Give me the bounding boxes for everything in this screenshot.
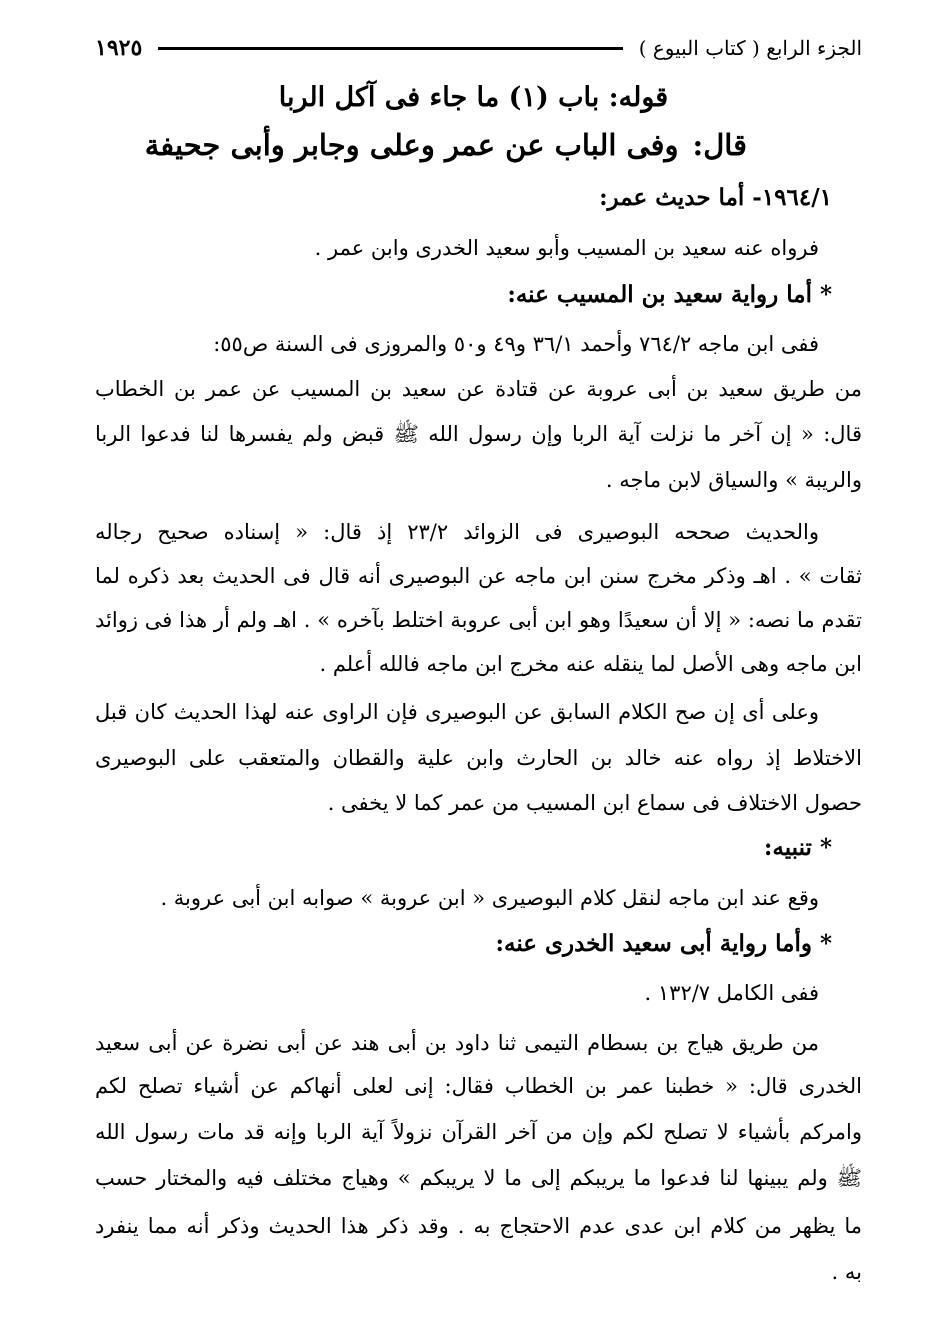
text-line: ﷺ ولم يبينها لنا فدعوا ما يريبكم إلى ما لا يريبكم » وهياج مختلف فيه والمختار حسب xyxy=(95,1166,862,1190)
text-line: به . xyxy=(831,1260,862,1284)
text-line: ابن ماجه وهى الأصل لما ينقله عنه مخرج ابن ماجه فالله أعلم . xyxy=(319,652,862,676)
text-line: ثقات » . اهـ وذكر مخرج سنن ابن ماجه عن البوصيرى أنه قال فى الحديث بعد ذكره لما xyxy=(95,564,862,588)
subtitle-text: وفى الباب عن عمر وعلى وجابر وأبى جحيفة xyxy=(144,128,679,162)
page-header xyxy=(95,30,862,66)
text-line: ففى الكامل ١٣٢/٧ . xyxy=(644,981,819,1005)
page-number: ١٩٢٥ xyxy=(95,35,143,61)
text-line: ففى ابن ماجه ٧٦٤/٢ وأحمد ٣٦/١ و٤٩ و٥٠ والمروزى فى السنة ص٥٥: xyxy=(213,332,819,356)
chapter-subtitle xyxy=(145,128,747,162)
text-line: الاختلاط إذ رواه عنه خالد بن الحارث وابن علية والقطان والمتعقب على البوصيرى xyxy=(95,746,862,770)
text-line: والحديث صححه البوصيرى فى الزوائد ٢٣/٢ إذ قال: « إسناده صحيح رجاله xyxy=(95,520,819,544)
subtitle-lead: قال: xyxy=(692,128,747,162)
text-line: والريبة » والسياق لابن ماجه . xyxy=(605,468,862,492)
text-line: وعلى أى إن صح الكلام السابق عن البوصيرى فإن الراوى عنه لهذا الحديث كان قبل xyxy=(95,700,819,724)
text-line: فرواه عنه سعيد بن المسيب وأبو سعيد الخدرى وابن عمر . xyxy=(314,236,819,260)
chapter-title: قوله: باب (١) ما جاء فى آكل الربا xyxy=(278,82,669,113)
text-line: الخدرى قال: « خطبنا عمر بن الخطاب فقال: إنى لعلى أنهاكم عن أشياء تصلح لكم xyxy=(95,1074,862,1098)
note-heading: * تنبيه: xyxy=(763,834,832,861)
header-rule xyxy=(158,47,622,50)
text-line: وقع عند ابن ماجه لنقل كلام البوصيرى « ابن عروبة » صوابه ابن أبى عروبة . xyxy=(160,886,819,910)
running-title: الجزء الرابع ( كتاب البيوع ) xyxy=(638,36,862,60)
section-heading: * وأما رواية أبى سعيد الخدرى عنه: xyxy=(495,930,832,957)
section-heading: * أما رواية سعيد بن المسيب عنه: xyxy=(507,281,832,308)
text-line: من طريق سعيد بن أبى عروبة عن قتادة عن سعيد بن المسيب عن عمر بن الخطاب xyxy=(95,377,862,401)
hadith-heading: ١٩٦٤/١- أما حديث عمر: xyxy=(599,184,832,211)
text-line: وامركم بأشياء لا تصلح لكم وإن من آخر القرآن نزولاً آية الربا وإنه قد مات رسول الله xyxy=(95,1120,862,1144)
text-line: ما يظهر من كلام ابن عدى عدم الاحتجاج به . وقد ذكر هذا الحديث وذكر أنه مما ينفرد xyxy=(95,1214,862,1238)
text-line: من طريق هياج بن بسطام التيمى ثنا داود بن أبى هند عن أبى نضرة عن أبى سعيد xyxy=(95,1031,819,1055)
text-line: تقدم ما نصه: « إلا أن سعيدًا وهو ابن أبى عروبة اختلط بآخره » . اهـ ولم أر هذا فى زوائد xyxy=(95,608,862,632)
text-line: حصول الاختلاف فى سماع ابن المسيب من عمر كما لا يخفى . xyxy=(327,791,862,815)
text-line: قال: « إن آخر ما نزلت آية الربا وإن رسول الله ﷺ قبض ولم يفسرها لنا فدعوا الربا xyxy=(95,422,862,446)
